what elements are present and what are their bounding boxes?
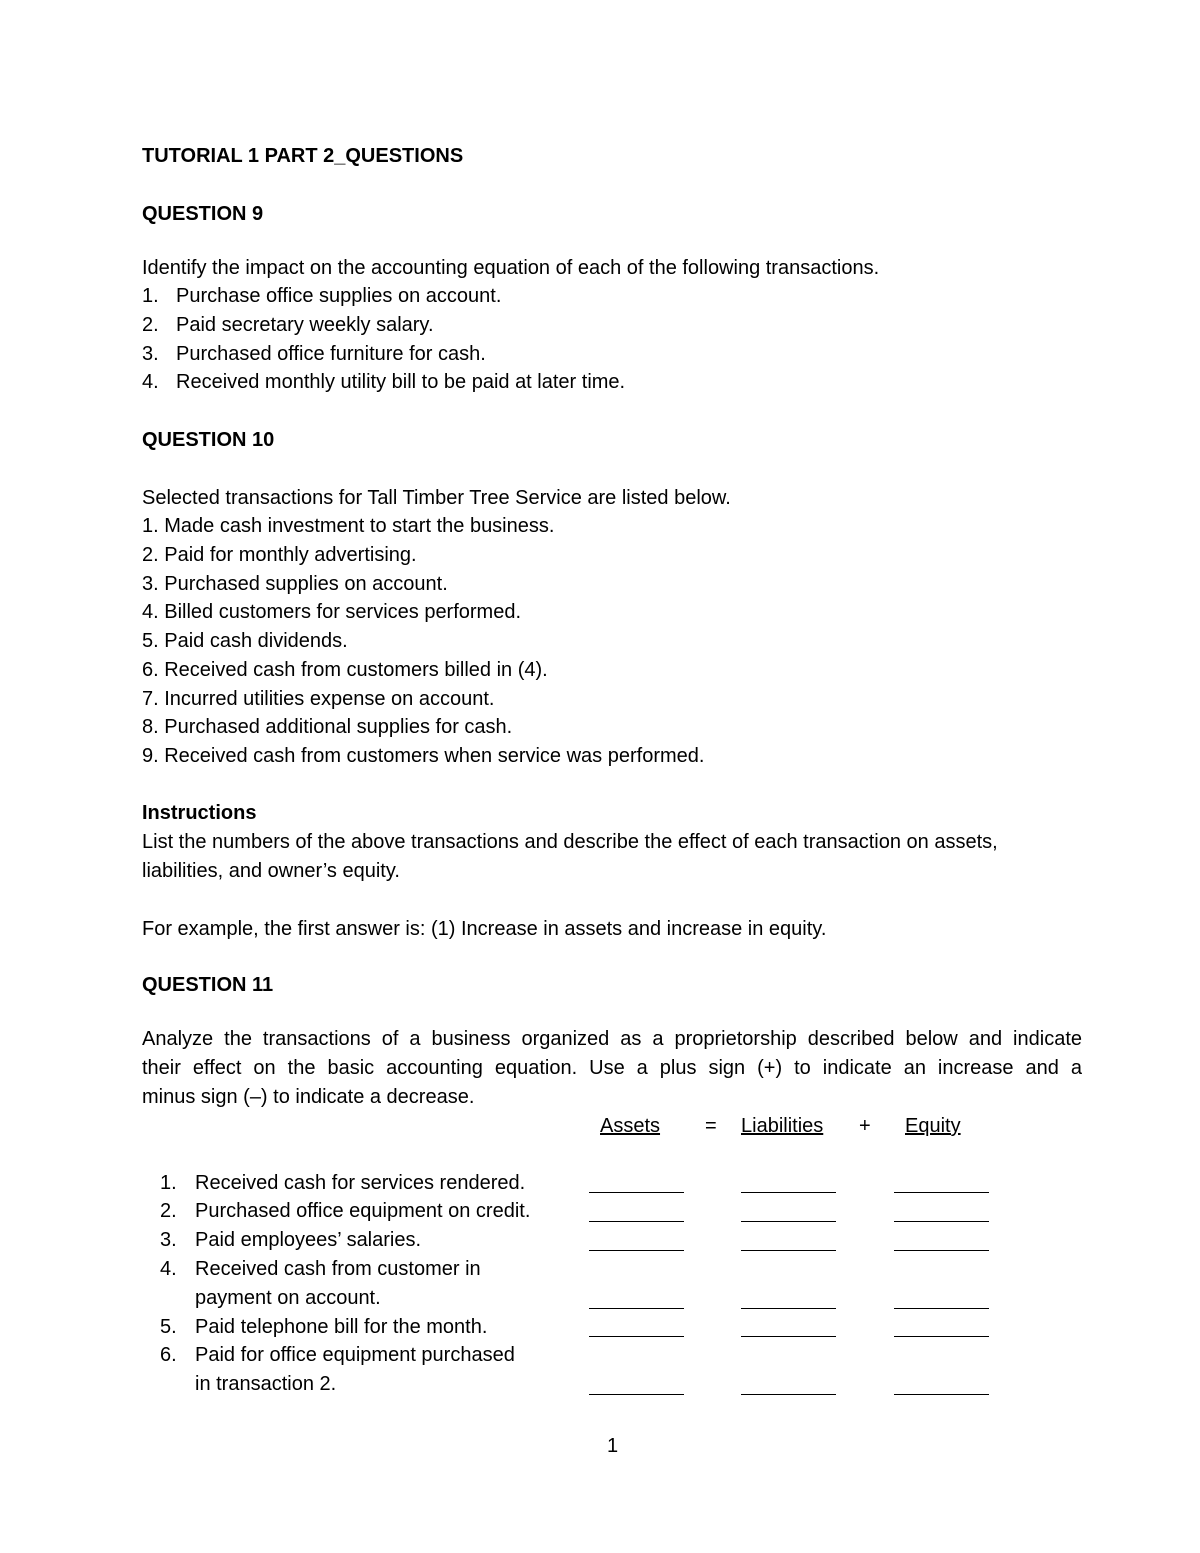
assets-answer-blank[interactable]	[589, 1192, 684, 1193]
list-item: 2. Paid for monthly advertising.	[142, 544, 417, 566]
transaction-text: Received cash for services rendered.	[195, 1172, 526, 1194]
assets-answer-blank[interactable]	[589, 1394, 684, 1395]
question-10-heading: QUESTION 10	[142, 429, 275, 451]
equity-answer-blank[interactable]	[894, 1336, 989, 1337]
item-text: Purchase office supplies on account.	[176, 285, 502, 307]
transaction-number: 6.	[160, 1344, 177, 1366]
equity-answer-blank[interactable]	[894, 1394, 989, 1395]
liabilities-answer-blank[interactable]	[741, 1250, 836, 1251]
transaction-text: Paid telephone bill for the month.	[195, 1316, 488, 1338]
item-number: 4.	[142, 371, 159, 393]
assets-answer-blank[interactable]	[589, 1250, 684, 1251]
transaction-text: Received cash from customer in	[195, 1258, 481, 1280]
list-item: 8. Purchased additional supplies for cash.	[142, 716, 513, 738]
item-text: Received monthly utility bill to be paid at later time.	[176, 371, 626, 393]
list-item: 5. Paid cash dividends.	[142, 630, 348, 652]
transaction-text-continued: payment on account.	[195, 1287, 381, 1309]
list-item: 6. Received cash from customers billed in (4).	[142, 659, 548, 681]
item-text: Paid secretary weekly salary.	[176, 314, 434, 336]
list-item: 1. Made cash investment to start the business.	[142, 515, 555, 537]
liabilities-answer-blank[interactable]	[741, 1221, 836, 1222]
question-10-intro: Selected transactions for Tall Timber Tree Service are listed below.	[142, 487, 731, 509]
item-number: 2.	[142, 314, 159, 336]
document-title: TUTORIAL 1 PART 2_QUESTIONS	[142, 145, 464, 167]
question-11-intro-line-3: minus sign (–) to indicate a decrease.	[142, 1086, 475, 1108]
transaction-number: 5.	[160, 1316, 177, 1338]
example-answer: For example, the first answer is: (1) Increase in assets and increase in equity.	[142, 918, 827, 940]
question-11-intro-line-1: Analyze the transactions of a business organized as a proprietorship described below and indicate	[142, 1028, 1082, 1050]
instructions-line-1: List the numbers of the above transactions and describe the effect of each transaction on assets,	[142, 831, 998, 853]
question-11-intro-line-2: their effect on the basic accounting equation. Use a plus sign (+) to indicate an increase and a	[142, 1057, 1082, 1079]
transaction-number: 1.	[160, 1172, 177, 1194]
question-9-intro: Identify the impact on the accounting equation of each of the following transactions.	[142, 257, 880, 279]
instructions-line-2: liabilities, and owner’s equity.	[142, 860, 400, 882]
list-item: 9. Received cash from customers when service was performed.	[142, 745, 705, 767]
liabilities-answer-blank[interactable]	[741, 1192, 836, 1193]
transaction-number: 2.	[160, 1200, 177, 1222]
assets-answer-blank[interactable]	[589, 1308, 684, 1309]
question-11-heading: QUESTION 11	[142, 974, 274, 996]
transaction-text: Paid for office equipment purchased	[195, 1344, 515, 1366]
transaction-text: Paid employees’ salaries.	[195, 1229, 422, 1251]
liabilities-column-header: Liabilities	[741, 1115, 824, 1137]
equity-column-header: Equity	[905, 1115, 961, 1137]
equity-answer-blank[interactable]	[894, 1250, 989, 1251]
transaction-text-continued: in transaction 2.	[195, 1373, 337, 1395]
transaction-text: Purchased office equipment on credit.	[195, 1200, 531, 1222]
liabilities-answer-blank[interactable]	[741, 1394, 836, 1395]
plus-sign: +	[859, 1115, 871, 1137]
instructions-heading: Instructions	[142, 802, 257, 824]
assets-column-header: Assets	[600, 1115, 661, 1137]
assets-answer-blank[interactable]	[589, 1336, 684, 1337]
liabilities-answer-blank[interactable]	[741, 1308, 836, 1309]
item-number: 1.	[142, 285, 159, 307]
equity-answer-blank[interactable]	[894, 1308, 989, 1309]
liabilities-answer-blank[interactable]	[741, 1336, 836, 1337]
list-item: 4. Billed customers for services performed.	[142, 601, 522, 623]
page-number: 1	[607, 1435, 619, 1457]
transaction-number: 4.	[160, 1258, 177, 1280]
list-item: 3. Purchased supplies on account.	[142, 573, 448, 595]
equity-answer-blank[interactable]	[894, 1192, 989, 1193]
question-9-heading: QUESTION 9	[142, 203, 264, 225]
equals-sign: =	[705, 1115, 717, 1137]
assets-answer-blank[interactable]	[589, 1221, 684, 1222]
equity-answer-blank[interactable]	[894, 1221, 989, 1222]
transaction-number: 3.	[160, 1229, 177, 1251]
list-item: 7. Incurred utilities expense on account.	[142, 688, 495, 710]
item-number: 3.	[142, 343, 159, 365]
item-text: Purchased office furniture for cash.	[176, 343, 486, 365]
